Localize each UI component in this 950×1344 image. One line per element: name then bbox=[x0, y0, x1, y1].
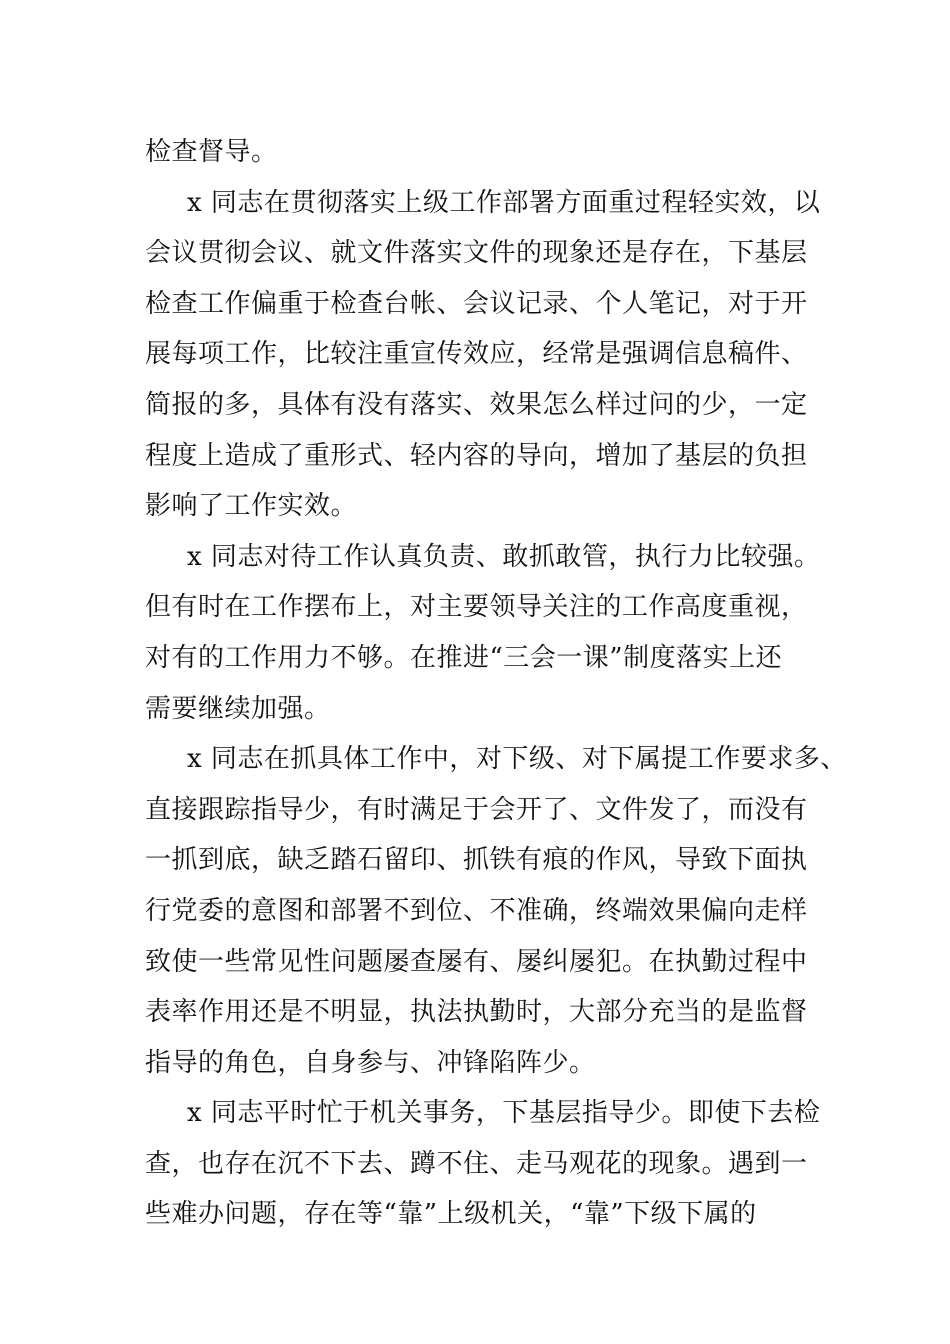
text-line: 检查督导。 bbox=[145, 137, 278, 167]
text-line: 表率作用还是不明显，执法执勤时，大部分充当的是监督 bbox=[145, 997, 808, 1028]
text-line: 行党委的意图和部署不到位、不准确，终端效果偏向走样 bbox=[145, 895, 808, 926]
text-line: 程度上造成了重形式、轻内容的导向，增加了基层的负担 bbox=[145, 440, 808, 471]
text-line: 会议贯彻会议、就文件落实文件的现象还是存在，下基层 bbox=[145, 238, 808, 269]
text-line: 直接跟踪指导少，有时满足于会开了、文件发了，而没有 bbox=[145, 794, 808, 825]
paragraph-start-line: x 同志在抓具体工作中，对下级、对下属提工作要求多、 bbox=[187, 744, 847, 775]
text-line: 简报的多，具体有没有落实、效果怎么样过问的少，一定 bbox=[145, 389, 808, 420]
text-line: 检查工作偏重于检查台帐、会议记录、个人笔记，对于开 bbox=[145, 288, 808, 319]
document-body bbox=[145, 127, 847, 1240]
text-line: 对有的工作用力不够。在推进“三会一课”制度落实上还 bbox=[145, 642, 783, 673]
text-line: 影响了工作实效。 bbox=[145, 491, 358, 522]
paragraph-start-line: x 同志在贯彻落实上级工作部署方面重过程轻实效，以 bbox=[187, 187, 821, 218]
text-line: 需要继续加强。 bbox=[145, 693, 331, 724]
text-line: 展每项工作，比较注重宣传效应，经常是强调信息稿件、 bbox=[145, 339, 808, 370]
text-line: 一抓到底，缺乏踏石留印、抓铁有痕的作风，导致下面执 bbox=[145, 845, 808, 876]
text-line: 些难办问题，存在等“靠”上级机关，“靠”下级下属的 bbox=[145, 1199, 757, 1230]
text-line: 致使一些常见性问题屡查屡有、屡纠屡犯。在执勤过程中 bbox=[145, 946, 808, 977]
paragraph-start-line: x 同志平时忙于机关事务，下基层指导少。即使下去检 bbox=[187, 1098, 821, 1129]
text-line: 指导的角色，自身参与、冲锋陷阵少。 bbox=[145, 1047, 596, 1078]
text-line: 但有时在工作摆布上，对主要领导关注的工作高度重视， bbox=[145, 592, 808, 623]
text-line: 查，也存在沉不下去、蹲不住、走马观花的现象。遇到一 bbox=[145, 1148, 808, 1179]
paragraph-start-line: x 同志对待工作认真负责、敢抓敢管，执行力比较强。 bbox=[187, 541, 821, 572]
